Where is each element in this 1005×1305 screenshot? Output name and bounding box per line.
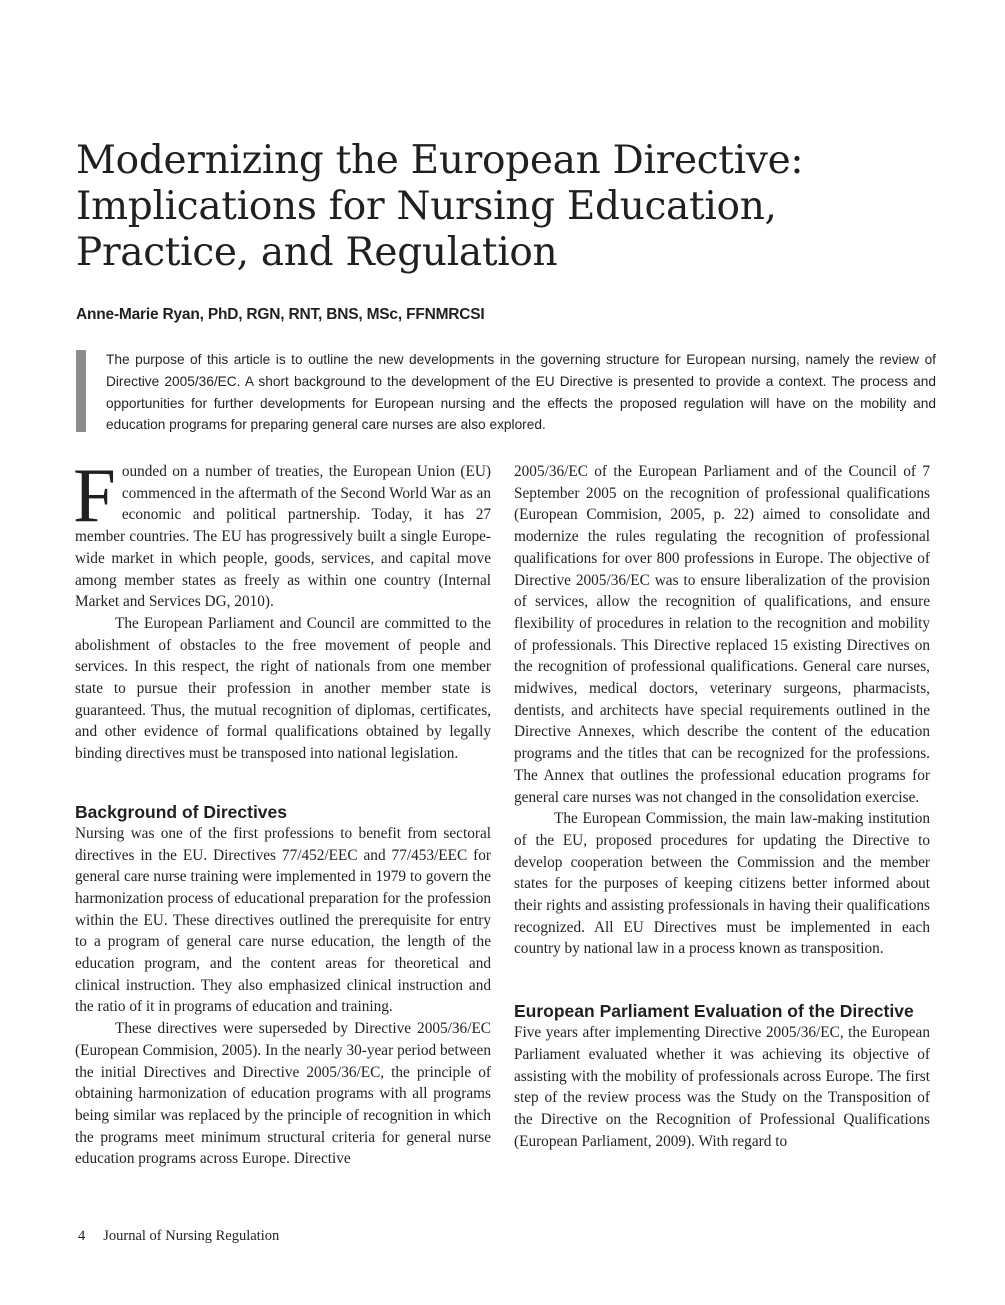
section-heading-background: Background of Directives xyxy=(75,801,287,822)
paragraph-free-movement: The European Parliament and Council are committed to the abolishment of obstacles to the free movement of people and services. In this respect, the right of nationals from one member state to pursue their profession in another member state is guaranteed. Thus, the mutual recognition of diplomas, certificates, and other evidence of formal qualifications obtained by legally binding directives must be transposed into national legislation. xyxy=(75,614,491,763)
abstract: The purpose of this article is to outline the new developments in the governing structure for European nursing, namely the review of Directive 2005/36/EC. A short background to the development of the EU Directive is presented to provide a context. The process and opportunities for further developments for European nursing and the effects the proposed regulation will have on the mobility and education programs for preparing general care nurses are also explored. xyxy=(106,352,936,433)
right-column xyxy=(514,461,930,1152)
page-number: 4 xyxy=(78,1228,86,1244)
paragraph-commission: The European Commission, the main law-making institution of the EU, proposed procedures for updating the Directive to develop cooperation between the Commission and the member states for the purposes of keeping citizens better informed about their rights and assisting professionals in having their qualifications recognized. All EU Directives must be implemented in each country by national law in a process known as transposition. xyxy=(514,810,930,958)
paragraph-background-1: Nursing was one of the first professions to benefit from sectoral directives in the EU. Directives 77/452/EEC and 77/453/EEC for general care nurse training were implemented in 1979 to govern the harmonization process of educational preparation for the profession within the EU. These directives outlined the prerequisite for entry to a program of general care nurse education, the length of the education program, and the content areas for theoretical and clinical instruction. They also emphasized clinical instruction and the ratio of it in programs of education and training. xyxy=(75,824,491,1016)
title-line-3: Practice, and Regulation xyxy=(76,230,558,275)
paragraph-directive-2005: 2005/36/EC of the European Parliament and of the Council of 7 September 2005 on the recognition of professional qualifications (European Commision, 2005, p. 22) aimed to consolidate and modernize the rules regulating the recognition of professional qualifications for over 800 professions in Europe. The objective of Directive 2005/36/EC was to ensure liberalization of the provision of services, allow the recognition of qualifications, and ensure flexibility of procedures in relation to the recognition and mobility of professionals. This Directive replaced 15 existing Directives on the recognition of professional qualifications. General care nurses, midwives, medical doctors, veterinary surgeons, pharmacists, dentists, and architects have special requirements outlined in the Directive Annexes, which describe the content of the education programs and the titles that can be recognized for the professions. The Annex that outlines the professional education programs for general care nurses was not changed in the consolidation exercise. xyxy=(514,463,930,806)
journal-name: Journal of Nursing Regulation xyxy=(103,1228,280,1244)
paragraph-evaluation: Five years after implementing Directive 2005/36/EC, the European Parliament evaluated whether it was achieving its objective of assisting with the mobility of professionals across Europe. The first step of the review process was the Study on the Transposition of the Directive on the Recognition of Professional Qualifications (European Parliament, 2009). With regard to xyxy=(514,1024,930,1150)
article-title xyxy=(76,138,956,276)
author-byline: Anne-Marie Ryan, PhD, RGN, RNT, BNS, MSc, FFNMRCSI xyxy=(76,306,485,323)
title-line-2: Implications for Nursing Education, xyxy=(76,184,777,229)
abstract-accent-bar xyxy=(76,350,86,432)
drop-cap: F xyxy=(73,452,116,538)
section-heading-parliament-evaluation: European Parliament Evaluation of the Directive xyxy=(514,1001,914,1022)
intro-paragraph xyxy=(73,452,491,613)
paragraph-background-2: These directives were superseded by Directive 2005/36/EC (European Commision, 2005). In the nearly 30-year period between the initial Directives and Directive 2005/36/EC, the principle of obtaining harmonization of education programs with all programs being similar was replaced by the principle of recognition in which the programs meet minimum structural criteria for general nurse education programs across Europe. Directive xyxy=(75,1020,491,1168)
page-footer xyxy=(78,1228,279,1245)
left-column xyxy=(73,452,491,1170)
intro-text: ounded on a number of treaties, the European Union (EU) commenced in the aftermath of the Second World War as an economic and political partnership. Today, it has 27 member countries. The EU has progressively built a single Europe-wide market in which people, goods, services, and capital move among member states as freely as within one country (Internal Market and Services DG, 2010). xyxy=(75,463,491,611)
title-line-1: Modernizing the European Directive: xyxy=(76,138,804,183)
